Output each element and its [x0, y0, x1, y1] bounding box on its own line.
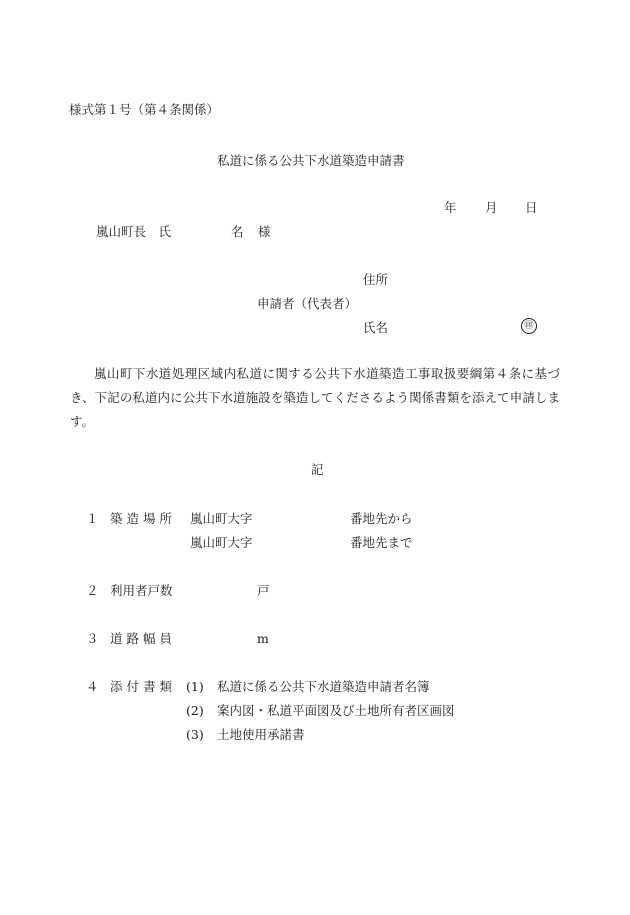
ki-heading: 記 — [311, 462, 324, 477]
item-1-number: １ — [86, 511, 99, 526]
body-paragraph: 嵐山町下水道処理区域内私道に関する公共下水道築造工事取扱要綱第４条に基づき、下記の私道内に公共下水道施設を築造してくださるよう関係書類を添えて申請します。 — [70, 366, 560, 429]
location-to-area: 嵐山町大字 — [190, 535, 253, 550]
location-from-suffix: 番地先から — [350, 511, 413, 526]
date-day: 日 — [525, 200, 538, 215]
applicant-role-label: 申請者（代表者） — [257, 296, 358, 311]
item-1-label: 築 造 場 所 — [110, 511, 172, 526]
attachment-3-text: 土地使用承諾書 — [217, 727, 305, 742]
item-2-number: ２ — [86, 583, 99, 598]
attachment-2-number: (2) — [186, 703, 204, 718]
item-3-label: 道 路 幅 員 — [110, 631, 172, 646]
addressee-name-char: 名 — [231, 224, 244, 239]
applicant-address-label: 住所 — [363, 272, 389, 287]
item-4-label: 添 付 書 類 — [110, 679, 172, 694]
applicant-name-label: 氏名 — [363, 320, 389, 335]
road-width-unit: m — [257, 631, 269, 646]
attachment-1-text: 私道に係る公共下水道築造申請者名簿 — [217, 679, 430, 694]
date-month: 月 — [485, 200, 498, 215]
location-to-suffix: 番地先まで — [350, 535, 413, 550]
item-3-number: ３ — [86, 631, 99, 646]
addressee-name: 嵐山町長 氏 — [96, 224, 172, 239]
location-from-area: 嵐山町大字 — [190, 511, 253, 526]
households-unit: 戸 — [257, 583, 270, 598]
item-2-label: 利用者戸数 — [110, 583, 173, 598]
attachment-3-number: (3) — [186, 727, 204, 742]
attachment-2-text: 案内図・私道平面図及び土地所有者区画図 — [217, 703, 455, 718]
date-year: 年 — [444, 200, 457, 215]
addressee-honorific: 様 — [258, 224, 271, 239]
form-number: 様式第１号（第４条関係） — [69, 102, 220, 117]
item-4-number: ４ — [86, 679, 99, 694]
seal-mark: ㊞ — [521, 318, 537, 334]
attachment-1-number: (1) — [186, 679, 204, 694]
document-title: 私道に係る公共下水道築造申請書 — [217, 153, 405, 168]
